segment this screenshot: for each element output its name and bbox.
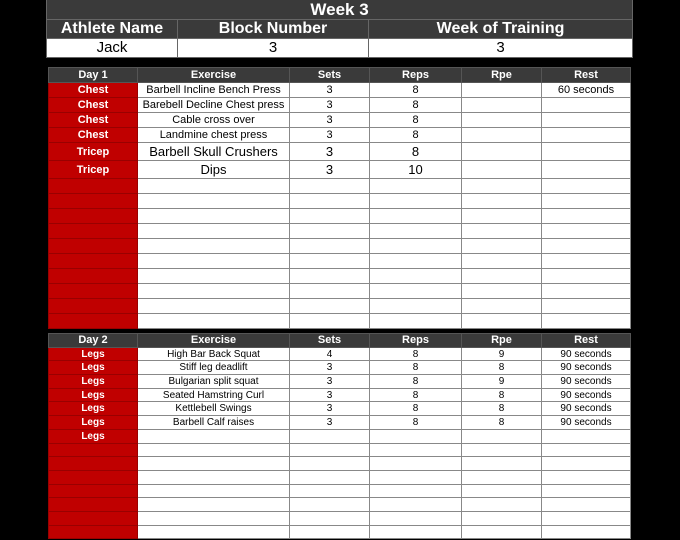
rpe-cell[interactable] <box>462 498 542 512</box>
exercise-cell[interactable] <box>138 498 290 512</box>
table-row <box>49 470 631 484</box>
week-title: Week 3 <box>47 0 633 20</box>
exercise-cell[interactable] <box>138 429 290 443</box>
exercise-cell[interactable] <box>138 254 290 269</box>
sets-cell[interactable]: 3 <box>290 113 370 128</box>
reps-cell[interactable]: 8 <box>370 416 462 430</box>
exercise-cell[interactable]: Barebell Decline Chest press <box>138 98 290 113</box>
reps-cell[interactable] <box>370 511 462 525</box>
rpe-cell[interactable] <box>462 511 542 525</box>
exercise-cell[interactable] <box>138 194 290 209</box>
sets-cell[interactable] <box>290 314 370 329</box>
table-row <box>49 416 631 430</box>
table-row <box>49 457 631 471</box>
table-row <box>49 511 631 525</box>
rest-cell[interactable] <box>542 314 631 329</box>
category-cell[interactable] <box>49 269 138 284</box>
rest-cell[interactable] <box>542 484 631 498</box>
exercise-cell[interactable] <box>138 209 290 224</box>
rest-cell[interactable]: 90 seconds <box>542 402 631 416</box>
sets-cell[interactable]: 3 <box>290 388 370 402</box>
rpe-cell[interactable] <box>462 83 542 98</box>
rpe-cell[interactable] <box>462 209 542 224</box>
rpe-cell[interactable] <box>462 98 542 113</box>
reps-cell[interactable] <box>370 443 462 457</box>
rest-cell[interactable]: 90 seconds <box>542 388 631 402</box>
athlete-name-cell[interactable]: Jack <box>47 39 178 58</box>
category-cell[interactable] <box>49 299 138 314</box>
reps-cell[interactable] <box>370 224 462 239</box>
exercise-cell[interactable] <box>138 269 290 284</box>
rpe-header: Rpe <box>462 68 542 83</box>
rpe-cell[interactable]: 8 <box>462 402 542 416</box>
rpe-cell[interactable]: 8 <box>462 361 542 375</box>
reps-cell[interactable] <box>370 470 462 484</box>
category-cell[interactable] <box>49 470 138 484</box>
exercise-cell[interactable]: Landmine chest press <box>138 128 290 143</box>
reps-cell[interactable] <box>370 498 462 512</box>
rest-cell[interactable] <box>542 161 631 179</box>
sets-cell[interactable] <box>290 179 370 194</box>
category-cell[interactable]: Tricep <box>49 143 138 161</box>
rest-cell[interactable]: 90 seconds <box>542 375 631 389</box>
rest-cell[interactable] <box>542 269 631 284</box>
reps-cell[interactable]: 10 <box>370 161 462 179</box>
sets-cell[interactable] <box>290 429 370 443</box>
rest-header: Rest <box>542 68 631 83</box>
table-row <box>49 179 631 194</box>
sets-cell[interactable] <box>290 525 370 539</box>
category-cell[interactable] <box>49 511 138 525</box>
category-cell[interactable] <box>49 209 138 224</box>
category-cell[interactable]: Legs <box>49 429 138 443</box>
table-row <box>49 239 631 254</box>
rpe-cell[interactable] <box>462 457 542 471</box>
sets-cell[interactable] <box>290 194 370 209</box>
category-cell[interactable]: Legs <box>49 416 138 430</box>
exercise-cell[interactable]: Seated Hamstring Curl <box>138 388 290 402</box>
reps-cell[interactable] <box>370 269 462 284</box>
table-row <box>49 269 631 284</box>
category-cell[interactable]: Chest <box>49 83 138 98</box>
block-number-cell[interactable]: 3 <box>178 39 369 58</box>
rpe-cell[interactable]: 8 <box>462 416 542 430</box>
reps-cell[interactable]: 8 <box>370 128 462 143</box>
rpe-cell[interactable] <box>462 299 542 314</box>
rest-cell[interactable] <box>542 143 631 161</box>
table-row <box>49 194 631 209</box>
rest-cell[interactable] <box>542 209 631 224</box>
category-cell[interactable]: Legs <box>49 402 138 416</box>
rest-cell[interactable] <box>542 224 631 239</box>
category-cell[interactable]: Legs <box>49 375 138 389</box>
rest-cell[interactable] <box>542 128 631 143</box>
exercise-cell[interactable]: High Bar Back Squat <box>138 347 290 361</box>
rpe-cell[interactable]: 9 <box>462 375 542 389</box>
rpe-cell[interactable] <box>462 113 542 128</box>
table-row <box>49 128 631 143</box>
category-cell[interactable] <box>49 314 138 329</box>
sets-cell[interactable] <box>290 443 370 457</box>
rest-cell[interactable] <box>542 113 631 128</box>
table-row <box>49 143 631 161</box>
reps-cell[interactable]: 8 <box>370 83 462 98</box>
reps-cell[interactable]: 8 <box>370 98 462 113</box>
reps-cell[interactable] <box>370 239 462 254</box>
category-cell[interactable]: Legs <box>49 347 138 361</box>
exercise-cell[interactable]: Stiff leg deadlift <box>138 361 290 375</box>
rest-cell[interactable] <box>542 194 631 209</box>
week-of-training-label: Week of Training <box>369 20 633 39</box>
category-cell[interactable] <box>49 284 138 299</box>
table-row <box>49 361 631 375</box>
sets-cell[interactable]: 3 <box>290 416 370 430</box>
exercise-cell[interactable]: Bulgarian split squat <box>138 375 290 389</box>
rpe-cell[interactable]: 8 <box>462 388 542 402</box>
sets-cell[interactable]: 3 <box>290 98 370 113</box>
sets-cell[interactable]: 3 <box>290 375 370 389</box>
sets-header: Sets <box>290 334 370 348</box>
category-cell[interactable]: Legs <box>49 361 138 375</box>
sets-header: Sets <box>290 68 370 83</box>
rpe-cell[interactable] <box>462 314 542 329</box>
rest-cell[interactable] <box>542 284 631 299</box>
category-cell[interactable] <box>49 525 138 539</box>
sets-cell[interactable] <box>290 484 370 498</box>
sets-cell[interactable] <box>290 498 370 512</box>
exercise-cell[interactable]: Dips <box>138 161 290 179</box>
table-row <box>49 375 631 389</box>
category-cell[interactable] <box>49 254 138 269</box>
rpe-cell[interactable] <box>462 429 542 443</box>
day2-table <box>48 333 631 539</box>
exercise-cell[interactable] <box>138 284 290 299</box>
category-cell[interactable] <box>49 224 138 239</box>
rpe-cell[interactable] <box>462 161 542 179</box>
exercise-cell[interactable] <box>138 299 290 314</box>
exercise-cell[interactable] <box>138 179 290 194</box>
rest-cell[interactable] <box>542 299 631 314</box>
day1-header-row <box>49 68 631 83</box>
exercise-cell[interactable] <box>138 484 290 498</box>
exercise-cell[interactable] <box>138 470 290 484</box>
reps-cell[interactable] <box>370 457 462 471</box>
exercise-cell[interactable] <box>138 224 290 239</box>
table-row <box>49 161 631 179</box>
exercise-cell[interactable]: Cable cross over <box>138 113 290 128</box>
rpe-cell[interactable] <box>462 224 542 239</box>
reps-cell[interactable]: 8 <box>370 388 462 402</box>
sets-cell[interactable]: 3 <box>290 361 370 375</box>
table-row <box>49 254 631 269</box>
category-cell[interactable]: Chest <box>49 113 138 128</box>
category-cell[interactable]: Chest <box>49 98 138 113</box>
sets-cell[interactable] <box>290 284 370 299</box>
category-cell[interactable] <box>49 457 138 471</box>
rpe-cell[interactable] <box>462 254 542 269</box>
sets-cell[interactable] <box>290 209 370 224</box>
block-number-label: Block Number <box>178 20 369 39</box>
category-cell[interactable]: Tricep <box>49 161 138 179</box>
reps-cell[interactable] <box>370 254 462 269</box>
table-row <box>49 429 631 443</box>
category-cell[interactable]: Chest <box>49 128 138 143</box>
rpe-cell[interactable] <box>462 470 542 484</box>
sets-cell[interactable] <box>290 457 370 471</box>
rpe-header: Rpe <box>462 334 542 348</box>
sets-cell[interactable] <box>290 239 370 254</box>
rest-cell[interactable] <box>542 429 631 443</box>
reps-cell[interactable]: 8 <box>370 347 462 361</box>
table-row <box>49 443 631 457</box>
rpe-cell[interactable] <box>462 179 542 194</box>
sets-cell[interactable]: 3 <box>290 143 370 161</box>
exercise-cell[interactable] <box>138 511 290 525</box>
table-row <box>49 224 631 239</box>
reps-cell[interactable] <box>370 314 462 329</box>
rpe-cell[interactable] <box>462 239 542 254</box>
sets-cell[interactable]: 3 <box>290 128 370 143</box>
day2-header-row <box>49 334 631 348</box>
rpe-cell[interactable] <box>462 525 542 539</box>
reps-cell[interactable]: 8 <box>370 375 462 389</box>
table-row <box>49 209 631 224</box>
athlete-header-table <box>46 0 633 58</box>
rest-cell[interactable]: 90 seconds <box>542 416 631 430</box>
category-cell[interactable] <box>49 498 138 512</box>
table-row <box>49 402 631 416</box>
rest-header: Rest <box>542 334 631 348</box>
reps-cell[interactable]: 8 <box>370 143 462 161</box>
table-row <box>49 484 631 498</box>
category-cell[interactable] <box>49 239 138 254</box>
reps-cell[interactable] <box>370 525 462 539</box>
sets-cell[interactable] <box>290 511 370 525</box>
exercise-cell[interactable] <box>138 314 290 329</box>
reps-cell[interactable] <box>370 179 462 194</box>
rpe-cell[interactable] <box>462 143 542 161</box>
rest-cell[interactable] <box>542 239 631 254</box>
exercise-cell[interactable]: Barbell Incline Bench Press <box>138 83 290 98</box>
rest-cell[interactable] <box>542 498 631 512</box>
table-row <box>49 284 631 299</box>
table-row <box>49 314 631 329</box>
rpe-cell[interactable] <box>462 284 542 299</box>
rest-cell[interactable] <box>542 511 631 525</box>
table-row <box>49 388 631 402</box>
day1-title: Day 1 <box>49 68 138 83</box>
table-row <box>49 299 631 314</box>
rpe-cell[interactable]: 9 <box>462 347 542 361</box>
athlete-name-label: Athlete Name <box>47 20 178 39</box>
sets-cell[interactable] <box>290 299 370 314</box>
category-cell[interactable] <box>49 179 138 194</box>
reps-cell[interactable]: 8 <box>370 402 462 416</box>
table-row <box>49 98 631 113</box>
table-row <box>49 83 631 98</box>
table-row <box>49 525 631 539</box>
reps-cell[interactable] <box>370 194 462 209</box>
sets-cell[interactable]: 4 <box>290 347 370 361</box>
reps-cell[interactable] <box>370 209 462 224</box>
category-cell[interactable] <box>49 484 138 498</box>
category-cell[interactable]: Legs <box>49 388 138 402</box>
rest-cell[interactable]: 90 seconds <box>542 361 631 375</box>
exercise-cell[interactable]: Barbell Skull Crushers <box>138 143 290 161</box>
reps-header: Reps <box>370 334 462 348</box>
rest-cell[interactable] <box>542 443 631 457</box>
rpe-cell[interactable] <box>462 443 542 457</box>
table-row <box>49 347 631 361</box>
week-of-training-cell[interactable]: 3 <box>369 39 633 58</box>
reps-header: Reps <box>370 68 462 83</box>
sets-cell[interactable] <box>290 269 370 284</box>
rest-cell[interactable] <box>542 470 631 484</box>
rest-cell[interactable] <box>542 179 631 194</box>
sets-cell[interactable] <box>290 470 370 484</box>
rest-cell[interactable] <box>542 525 631 539</box>
rpe-cell[interactable] <box>462 128 542 143</box>
rest-cell[interactable] <box>542 457 631 471</box>
rest-cell[interactable]: 60 seconds <box>542 83 631 98</box>
rpe-cell[interactable] <box>462 194 542 209</box>
exercise-cell[interactable] <box>138 443 290 457</box>
rest-cell[interactable] <box>542 254 631 269</box>
exercise-header: Exercise <box>138 334 290 348</box>
reps-cell[interactable] <box>370 484 462 498</box>
day1-table <box>48 67 631 329</box>
sets-cell[interactable] <box>290 254 370 269</box>
rpe-cell[interactable] <box>462 484 542 498</box>
category-cell[interactable] <box>49 194 138 209</box>
table-row <box>49 113 631 128</box>
rest-cell[interactable] <box>542 98 631 113</box>
exercise-cell[interactable] <box>138 239 290 254</box>
exercise-cell[interactable] <box>138 457 290 471</box>
table-row <box>49 498 631 512</box>
category-cell[interactable] <box>49 443 138 457</box>
sets-cell[interactable] <box>290 224 370 239</box>
reps-cell[interactable] <box>370 429 462 443</box>
day2-title: Day 2 <box>49 334 138 348</box>
exercise-header: Exercise <box>138 68 290 83</box>
sets-cell[interactable]: 3 <box>290 161 370 179</box>
exercise-cell[interactable]: Kettlebell Swings <box>138 402 290 416</box>
reps-cell[interactable] <box>370 299 462 314</box>
reps-cell[interactable]: 8 <box>370 113 462 128</box>
sets-cell[interactable]: 3 <box>290 402 370 416</box>
exercise-cell[interactable]: Barbell Calf raises <box>138 416 290 430</box>
rest-cell[interactable]: 90 seconds <box>542 347 631 361</box>
exercise-cell[interactable] <box>138 525 290 539</box>
reps-cell[interactable] <box>370 284 462 299</box>
rpe-cell[interactable] <box>462 269 542 284</box>
sets-cell[interactable]: 3 <box>290 83 370 98</box>
reps-cell[interactable]: 8 <box>370 361 462 375</box>
